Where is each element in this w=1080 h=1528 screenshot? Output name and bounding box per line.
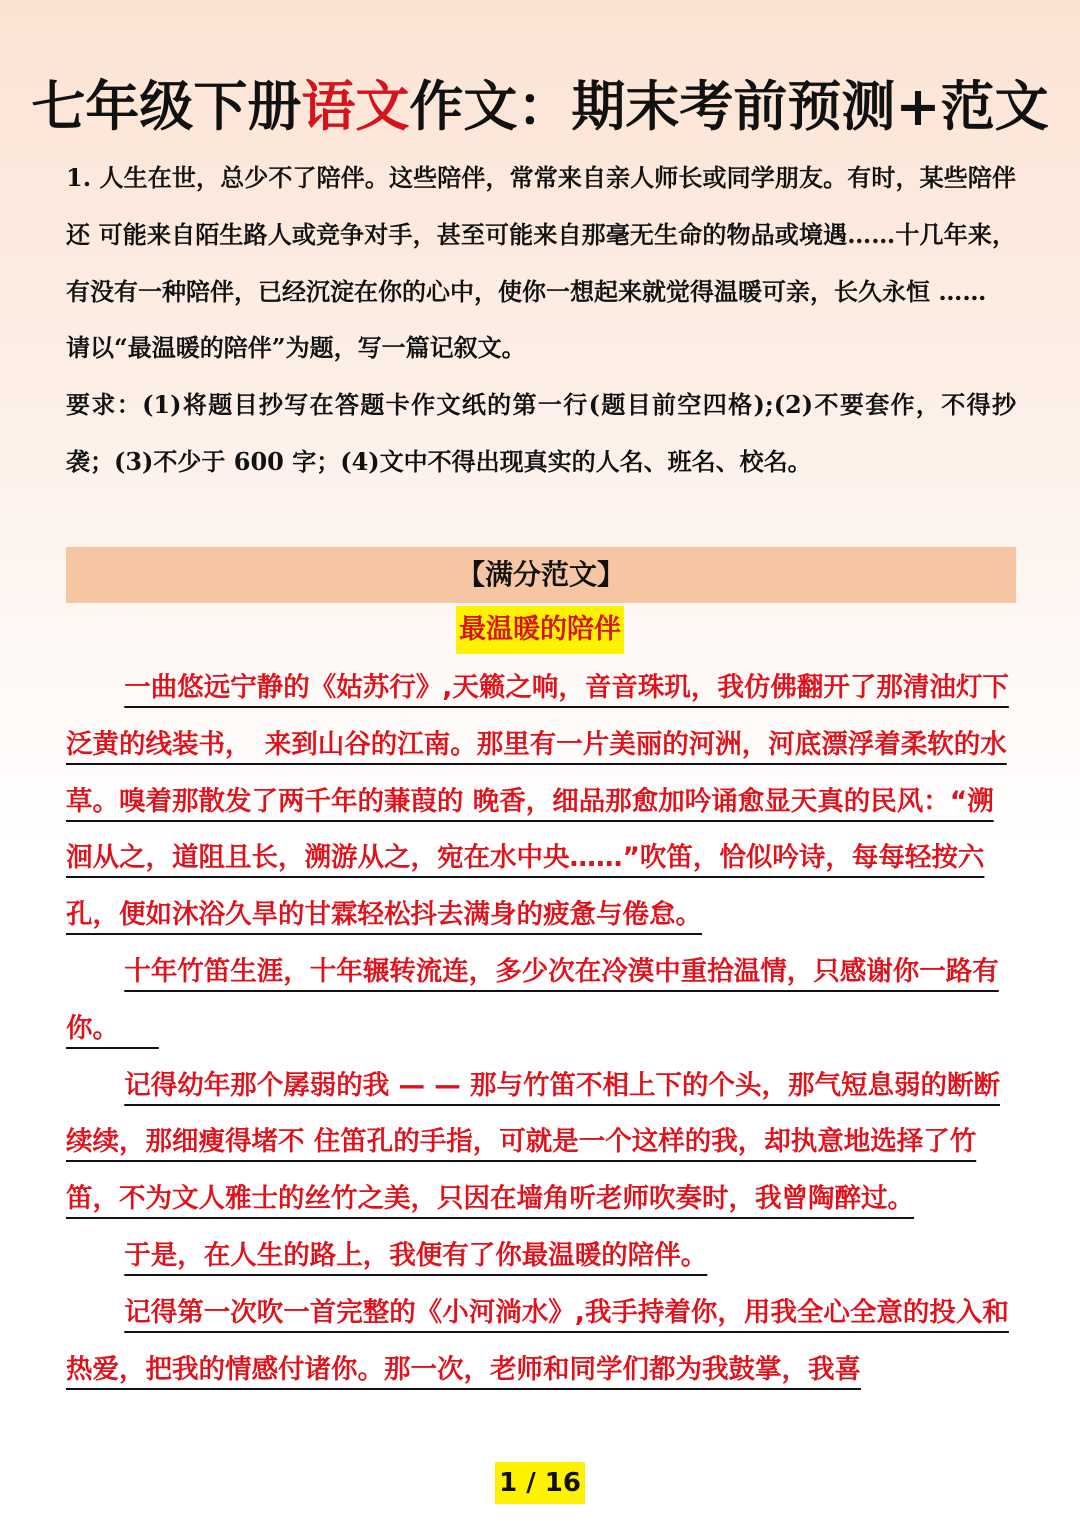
prompt-requirements: 要求：(1)将题目抄写在答题卡作文纸的第一行(题目前空四格);(2)不要套作，不得抄袭；(3)不少于 600 字；(4)文中不得出现真实的人名、班名、校名。: [66, 390, 1016, 476]
prompt-paragraph: 1. 人生在世，总少不了陪伴。这些陪伴，常常来自亲人师长或同学朋友。有时，某些陪伴还 可能来自陌生路人或竞争对手，甚至可能来自那毫无生命的物品或境遇……十几年来，有没有一种陪伴，已经沉淀在你的心中，使你一想起来就觉得温暖可亲，长久永恒 ……: [66, 163, 1016, 306]
page-title: [0, 66, 1080, 146]
model-essay: [66, 660, 1016, 1398]
page-number: 1 / 16: [495, 1462, 585, 1504]
essay-title: 最温暖的陪伴: [456, 606, 624, 654]
page-indicator: [0, 1462, 1080, 1504]
essay-paragraph: 记得幼年那个孱弱的我 — — 那与竹笛不相上下的个头，那气短息弱的断断续续，那细瘦得堵不 住笛孔的手指，可就是一个这样的我，却执意地选择了竹笛，不为文人雅士的丝竹之美，只因在墙角听老师吹奏时，我曾陶醉过。: [66, 1069, 1000, 1215]
title-part1: 七年级下册: [31, 74, 302, 138]
essay-paragraph: 一曲悠远宁静的《姑苏行》,天籁之响，音音珠玑，我仿佛翻开了那清油灯下泛黄的线装书， 来到山谷的江南。那里有一片美丽的河洲，河底漂浮着柔软的水草。嗅着那散发了两千年的蒹葭的 晚香，细品那愈加吟诵愈显天真的民风：“溯洄从之，道阻且长，溯游从之，宛在水中央……”吹笛，恰似吟诗，每每轻按六孔，便如沐浴久旱的甘霖轻松抖去满身的疲惫与倦怠。: [66, 672, 1009, 931]
title-highlight: 语文: [301, 74, 410, 138]
essay-prompt: [66, 150, 1016, 491]
essay-title-row: [0, 606, 1080, 654]
essay-paragraph: 记得第一次吹一首完整的《小河淌水》,我手持着你，用我全心全意的投入和热爱，把我的情感付诸你。那一次，老师和同学们都为我鼓掌，我喜: [66, 1296, 1009, 1385]
essay-paragraph: 十年竹笛生涯，十年辗转流连，多少次在冷漠中重拾温情，只感谢你一路有你。: [66, 955, 999, 1044]
essay-paragraph: 于是，在人生的路上，我便有了你最温暖的陪伴。: [124, 1239, 708, 1271]
prompt-instruction: 请以“最温暖的陪伴”为题，写一篇记叙文。: [66, 333, 526, 363]
section-banner: 【满分范文】: [66, 547, 1016, 603]
title-part2: 作文：期末考前预测+范文: [409, 74, 1049, 138]
